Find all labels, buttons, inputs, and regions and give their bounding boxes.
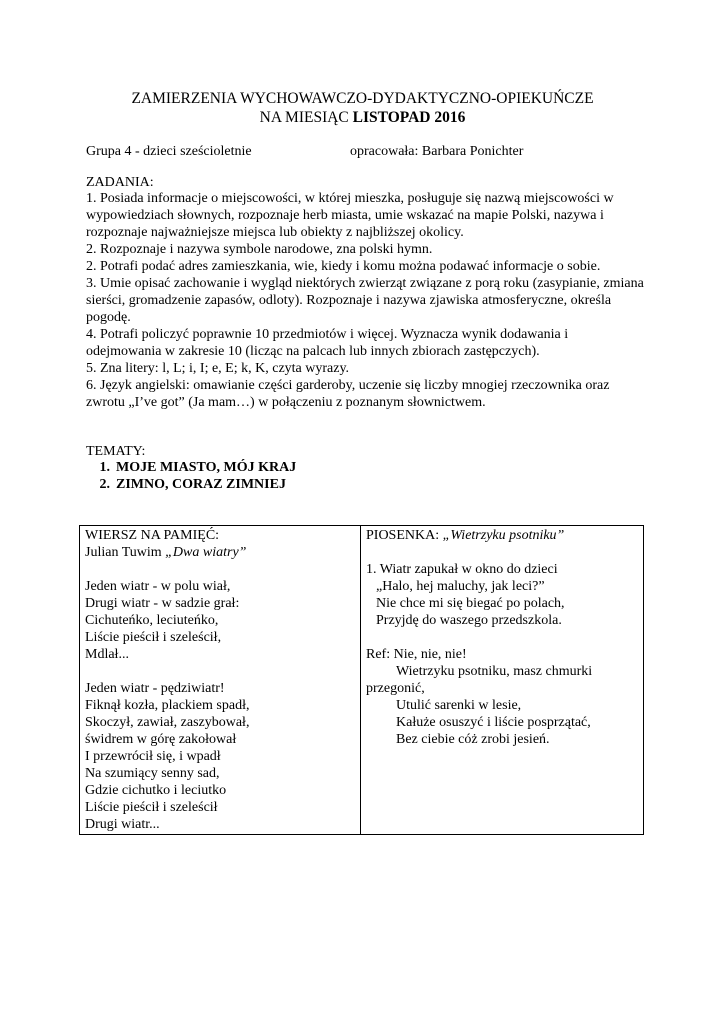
song-refrain-line: Wietrzyku psotniku, masz chmurki (396, 664, 593, 679)
task-item: 1. Posiada informacje o miejscowości, w której mieszka, posługuje się nazwą miejscowości w wypowiedziach słownych, rozpoznaje herb miasta, umie wskazać na mapie Polski, nazywa i rozpoznaje najważniejsze miejsca lub obiekty z najbliższej okolicy. (86, 191, 614, 240)
poem-line: Na szumiący senny sad, (85, 766, 220, 781)
document-meta (86, 143, 646, 160)
poem-line: Skoczył, zawiał, zaszybował, (85, 715, 250, 730)
poem-author-name: Julian Tuwim (85, 545, 166, 560)
spacer (366, 629, 638, 646)
poem-line: Jeden wiatr - w polu wiał, (85, 579, 231, 594)
task-item: 2. Potrafi podać adres zamieszkania, wie, kiedy i komu można podawać informacje o sobie. (86, 259, 601, 274)
poem-line: Liście pieścił i szeleścił (85, 800, 218, 815)
poem-line: Liście pieścił i szeleścił, (85, 630, 222, 645)
spacer (85, 561, 355, 578)
topic-item (86, 476, 296, 493)
song-line: „Halo, hej maluchy, jak leci?” (376, 579, 545, 594)
document-title-line2 (0, 108, 725, 127)
poem-heading: WIERSZ NA PAMIĘĆ: (85, 528, 220, 543)
task-item: 2. Rozpoznaje i nazywa symbole narodowe, zna polski hymn. (86, 242, 433, 257)
poem-line: I przewrócił się, i wpadł (85, 749, 221, 764)
tasks-list (86, 190, 646, 411)
song-refrain-line: Bez ciebie cóż zrobi jesień. (396, 732, 550, 747)
task-item: 3. Umie opisać zachowanie i wygląd niektórych zwierząt związane z porą roku (zasypianie, zmiana sierści, gromadzenie zapasów, odloty). Rozpoznaje i nazywa zjawiska atmosferyczne, określa pogodę. (86, 276, 644, 325)
task-item: 5. Zna litery: l, L; i, I; e, E; k, K, czyta wyrazy. (86, 361, 350, 376)
song-line: Nie chce mi się biegać po polach, (376, 596, 565, 611)
group-label: Grupa 4 - dzieci sześcioletnie (86, 144, 252, 159)
topic-item (86, 459, 296, 476)
song-cell (361, 526, 644, 835)
song-refrain-line: przegonić, (366, 681, 425, 696)
topics-heading: TEMATY: (86, 444, 146, 459)
poem-line: świdrem w górę zakołował (85, 732, 237, 747)
poem-line: Fiknął kozła, plackiem spadł, (85, 698, 250, 713)
task-item: 4. Potrafi policzyć poprawnie 10 przedmiotów i więcej. Wyznacza wynik dodawania i odejmowania w zakresie 10 (licząc na palcach lub innych zbiorach zastępczych). (86, 327, 569, 359)
song-refrain-line: Kałuże osuszyć i liście posprzątać, (396, 715, 591, 730)
song-heading (366, 527, 638, 544)
song-title: „Wietrzyku psotniku” (442, 528, 565, 543)
poem-line: Gdzie cichutko i leciutko (85, 783, 227, 798)
song-refrain-line: Ref: Nie, nie, nie! (366, 647, 467, 662)
topic-number: 1. (99, 460, 110, 475)
poem-title: „Dwa wiatry” (165, 545, 247, 560)
document-title-line1: ZAMIERZENIA WYCHOWAWCZO-DYDAKTYCZNO-OPIEKUŃCZE (131, 90, 594, 107)
poem-song-table (79, 525, 644, 835)
spacer (85, 663, 355, 680)
poem-line: Cichuteńko, leciuteńko, (85, 613, 219, 628)
tasks-heading: ZADANIA: (86, 175, 154, 190)
poem-author (85, 544, 355, 561)
title-month: LISTOPAD 2016 (352, 109, 466, 126)
song-heading-label: PIOSENKA: (366, 528, 443, 543)
poem-line: Drugi wiatr - w sadzie grał: (85, 596, 240, 611)
song-refrain-line: Utulić sarenki w lesie, (396, 698, 522, 713)
poem-line: Drugi wiatr... (85, 817, 160, 832)
song-line: 1. Wiatr zapukał w okno do dzieci (366, 562, 558, 577)
poem-line: Jeden wiatr - pędziwiatr! (85, 681, 225, 696)
poem-cell (80, 526, 361, 835)
topic-number: 2. (99, 477, 110, 492)
spacer (366, 544, 638, 561)
topics-list (86, 459, 296, 493)
topic-label: ZIMNO, CORAZ ZIMNIEJ (116, 477, 286, 492)
topic-label: MOJE MIASTO, MÓJ KRAJ (116, 460, 297, 475)
title-prefix: NA MIESIĄC (259, 109, 353, 126)
task-item: 6. Język angielski: omawianie części garderoby, uczenie się liczby mnogiej rzeczownika oraz zwrotu „I’ve got” (Ja mam…) w połączeniu z poznanym słownictwem. (86, 378, 610, 410)
poem-line: Mdlał... (85, 647, 129, 662)
song-line: Przyjdę do waszego przedszkola. (376, 613, 562, 628)
author-label: opracowała: Barbara Ponichter (350, 144, 524, 159)
